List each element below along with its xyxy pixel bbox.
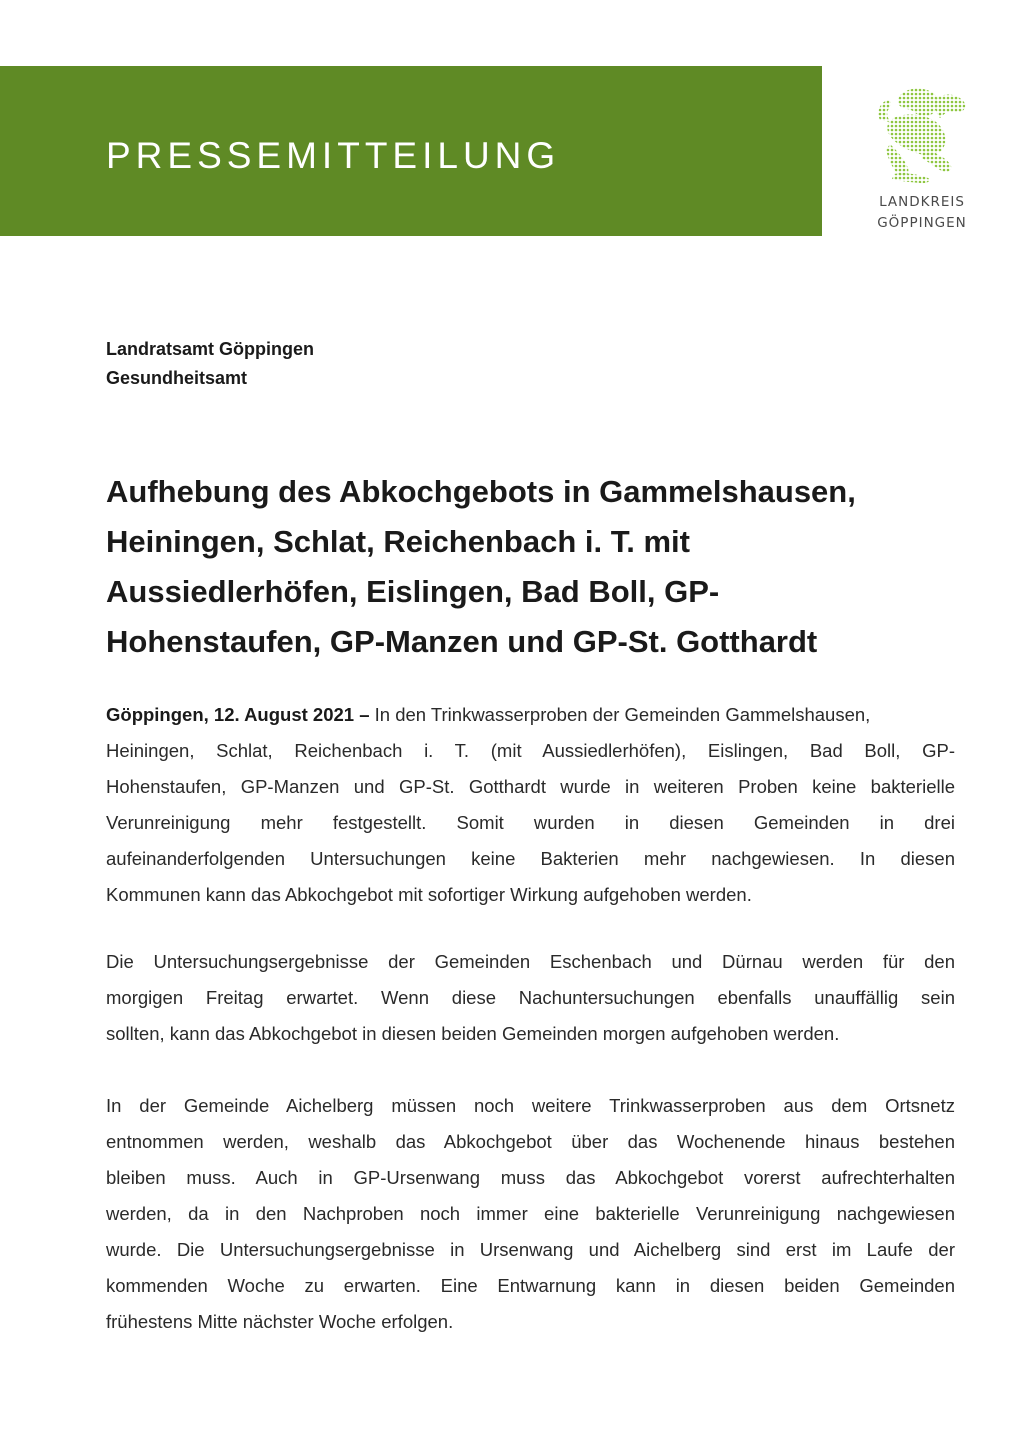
paragraph-line: aufeinanderfolgenden Untersuchungen keine Bakterien mehr nachgewiesen. In diesen — [106, 848, 955, 869]
paragraph-line: entnommen werden, weshalb das Abkochgebot über das Wochenende hinaus bestehen — [106, 1131, 955, 1152]
paragraph-line: wurde. Die Untersuchungsergebnisse in Ursenwang und Aichelberg sind erst im Laufe der — [106, 1239, 955, 1260]
paragraph-line: frühestens Mitte nächster Woche erfolgen. — [106, 1311, 454, 1332]
logo-text-line2: GÖPPINGEN — [877, 215, 967, 231]
paragraph-line: Die Untersuchungsergebnisse der Gemeinden Eschenbach und Dürnau werden für den — [106, 951, 955, 972]
dateline: Göppingen, 12. August 2021 – — [106, 704, 370, 725]
paragraph-line: kommenden Woche zu erwarten. Eine Entwarnung kann in diesen beiden Gemeinden — [106, 1275, 955, 1296]
paragraph-line: Heiningen, Schlat, Reichenbach i. T. (mit Aussiedlerhöfen), Eislingen, Bad Boll, GP- — [106, 740, 955, 761]
headline-line: Aussiedlerhöfen, Eislingen, Bad Boll, GP- — [106, 574, 720, 609]
paragraph-3 — [106, 1088, 955, 1340]
page-title: PRESSEMITTEILUNG — [106, 135, 561, 176]
headline-line: Heiningen, Schlat, Reichenbach i. T. mit — [106, 524, 690, 559]
landkreis-logo — [862, 84, 982, 234]
paragraph-line — [106, 697, 955, 733]
logo-text-line1: LANDKREIS — [879, 194, 965, 210]
paragraph-2 — [106, 944, 955, 1052]
paragraph-line: sollten, kann das Abkochgebot in diesen beiden Gemeinden morgen aufgehoben werden. — [106, 1023, 840, 1044]
sender-block — [106, 335, 314, 393]
paragraph-line: bleiben muss. Auch in GP-Ursenwang muss das Abkochgebot vorerst aufrechterhalten — [106, 1167, 955, 1188]
paragraph-1 — [106, 697, 955, 913]
sender-department: Gesundheitsamt — [106, 368, 248, 388]
paragraph-line: Verunreinigung mehr festgestellt. Somit wurden in diesen Gemeinden in drei — [106, 812, 955, 833]
landkreis-lion-icon — [874, 84, 970, 184]
paragraph-line: morgigen Freitag erwartet. Wenn diese Nachuntersuchungen ebenfalls unauffällig sein — [106, 987, 955, 1008]
press-headline — [106, 467, 966, 667]
sender-office: Landratsamt Göppingen — [106, 339, 315, 359]
headline-line: Hohenstaufen, GP-Manzen und GP-St. Gotthardt — [106, 624, 818, 659]
paragraph-line: werden, da in den Nachproben noch immer eine bakterielle Verunreinigung nachgewiesen — [106, 1203, 955, 1224]
paragraph-line: Hohenstaufen, GP-Manzen und GP-St. Gotthardt wurde in weiteren Proben keine bakterielle — [106, 776, 955, 797]
paragraph-line: In der Gemeinde Aichelberg müssen noch weitere Trinkwasserproben aus dem Ortsnetz — [106, 1095, 955, 1116]
headline-line: Aufhebung des Abkochgebots in Gammelshausen, — [106, 474, 856, 509]
paragraph-line: Kommunen kann das Abkochgebot mit sofortiger Wirkung aufgehoben werden. — [106, 884, 752, 905]
paragraph-text: In den Trinkwasserproben der Gemeinden Gammelshausen, — [369, 704, 871, 725]
